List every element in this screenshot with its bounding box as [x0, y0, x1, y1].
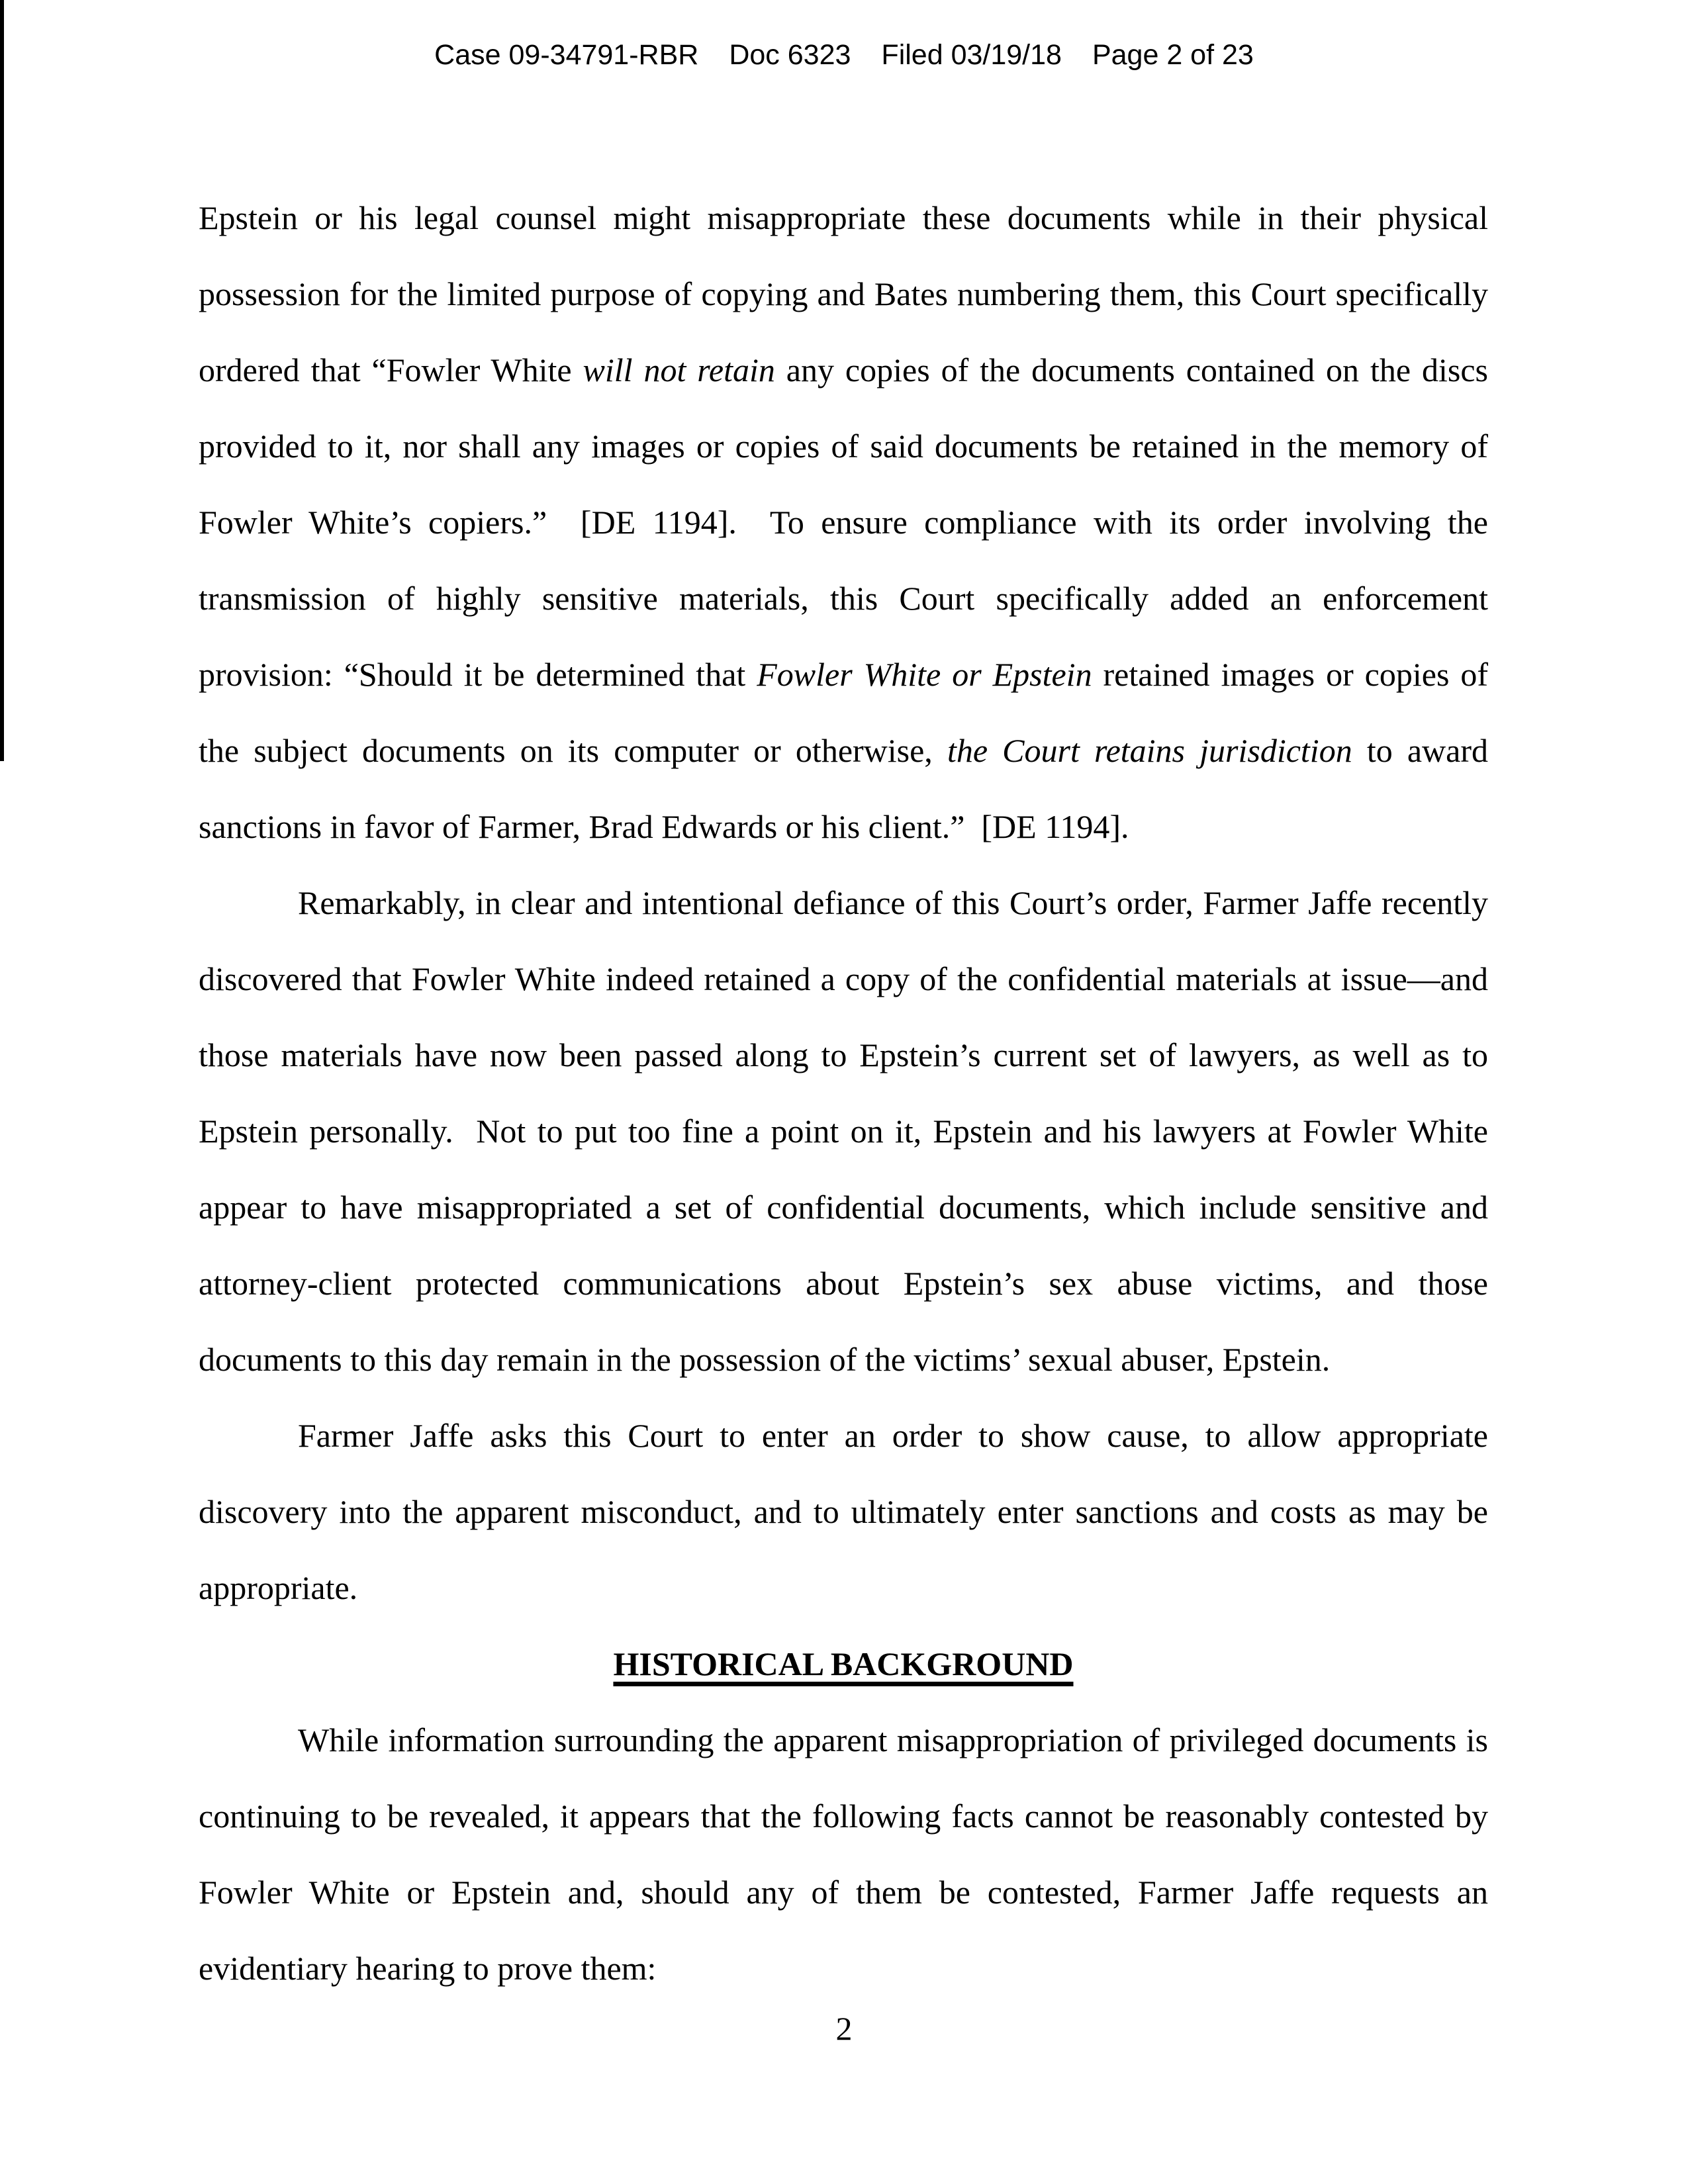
section-heading [199, 1626, 1488, 1702]
filed-date: Filed 03/19/18 [881, 39, 1062, 71]
document-body [199, 180, 1497, 2007]
section-heading-text: HISTORICAL BACKGROUND [613, 1645, 1074, 1682]
paragraph-remarkably: Remarkably, in clear and intentional defiance of this Court’s order, Farmer Jaffe recently discovered that Fowler White indeed retained a copy of the confidential materials at issue—and those materials have now been passed along to Epstein’s current set of lawyers, as well as to Epstein personally. Not to put too fine a point on it, Epstein and his lawyers at Fowler White appear to have misappropriated a set of confidential documents, which include sensitive and attorney-client protected communications about Epstein’s sex abuse victims, and those documents to this day remain in the possession of the victims’ sexual abuser, Epstein. [199, 884, 1497, 1378]
doc-number: Doc 6323 [729, 39, 851, 71]
paragraph-historical-intro: While information surrounding the apparent misappropriation of privileged documents is continuing to be revealed, it appears that the following facts cannot be reasonably contested by Fowler White or Epstein and, should any of them be contested, Farmer Jaffe requests an evidentiary hearing to prove them: [199, 1721, 1497, 1987]
scan-edge-artifact [0, 0, 4, 761]
paragraph-request: Farmer Jaffe asks this Court to enter an order to show cause, to allow appropriate discovery into the apparent misconduct, and to ultimately enter sanctions and costs as may be appropriate. [199, 1417, 1497, 1606]
ecf-stamp-header [0, 40, 1688, 70]
page-indicator: Page 2 of 23 [1092, 39, 1254, 71]
paragraph-continuation: Epstein or his legal counsel might misappropriate these documents while in their physical possession for the limited purpose of copying and Bates numbering them, this Court specifically ordered that “Fowler White will not retain any copies of the documents contained on the discs provided to it, nor shall any images or copies of said documents be retained in the memory of Fowler White’s copiers.” [DE 1194]. To ensure compliance with its order involving the transmission of highly sensitive materials, this Court specifically added an enforcement provision: “Should it be determined that Fowler White or Epstein retained images or copies of the subject documents on its computer or otherwise, the Court retains jurisdiction to award sanctions in favor of Farmer, Brad Edwards or his client.” [DE 1194]. [199, 199, 1497, 845]
page-number: 2 [835, 2010, 853, 2047]
case-number: Case 09-34791-RBR [434, 39, 699, 71]
